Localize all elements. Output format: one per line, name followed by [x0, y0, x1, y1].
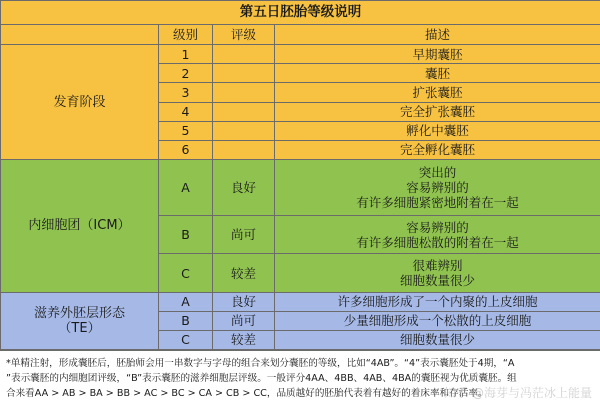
dev-level-cell: 5	[159, 121, 213, 140]
te-description-cell: 少量细胞形成一个松散的上皮细胞	[275, 311, 600, 330]
dev-level-cell: 6	[159, 140, 213, 159]
dev-level-cell: 1	[159, 45, 213, 64]
icm-rating-cell: 较差	[213, 254, 275, 292]
dev-description-cell: 早期囊胚	[275, 45, 600, 64]
icm-description-cell: 很难辨别 细胞数量很少	[275, 254, 600, 292]
dev-description-cell: 完全孵化囊胚	[275, 140, 600, 159]
footnote-line: *单精注射，形成囊胚后，胚胎师会用一串数字与字母的组合来划分囊胚的等级，比如“4AB”。“4”表示囊胚处于4期，“A	[6, 358, 515, 369]
dev-rating-cell	[213, 121, 275, 140]
dev-description-cell: 孵化中囊胚	[275, 121, 600, 140]
watermark: 知乎 @海芽与冯茫冰上能量	[444, 386, 592, 400]
header-rating: 评级	[213, 25, 275, 45]
icm-label: 内细胞团（ICM）	[1, 159, 159, 292]
dev-rating-cell	[213, 102, 275, 121]
dev-rating-cell	[213, 64, 275, 83]
dev-level-cell: 2	[159, 64, 213, 83]
icm-description-cell: 突出的 容易辨别的 有许多细胞紧密地附着在一起	[275, 159, 600, 215]
icm-rating-cell: 尚可	[213, 216, 275, 254]
dev-description-cell: 完全扩张囊胚	[275, 102, 600, 121]
table-title: 第五日胚胎等级说明	[1, 1, 600, 25]
te-description-cell: 许多细胞形成了一个内聚的上皮细胞	[275, 292, 600, 311]
te-description-cell: 细胞数量很少	[275, 330, 600, 349]
footnote-line: 合来看AA > AB > BA > BB > AC > BC > CA > CB > CC，品质越好的胚胎代表着有越好的着床率和存活率。	[6, 388, 488, 399]
dev-rating-cell	[213, 45, 275, 64]
te-rating-cell: 良好	[213, 292, 275, 311]
te-rating-cell: 尚可	[213, 311, 275, 330]
header-empty	[1, 25, 159, 45]
header-description: 描述	[275, 25, 600, 45]
icm-description-cell: 容易辨别的 有许多细胞松散的附着在一起	[275, 216, 600, 254]
te-label: 滋养外胚层形态 （TE）	[1, 292, 159, 349]
dev-description-cell: 囊胚	[275, 64, 600, 83]
dev-level-cell: 3	[159, 83, 213, 102]
icm-level-cell: C	[159, 254, 213, 292]
development-stage-label: 发育阶段	[1, 45, 159, 160]
dev-description-cell: 扩张囊胚	[275, 83, 600, 102]
footnote-line: ”表示囊胚的内细胞团评级，“B”表示囊胚的滋养细胞层评级。一般评分4AA、4BB、4AB、4BA的囊胚视为优质囊胚。组	[6, 373, 517, 384]
dev-level-cell: 4	[159, 102, 213, 121]
te-level-cell: C	[159, 330, 213, 349]
dev-rating-cell	[213, 83, 275, 102]
te-level-cell: B	[159, 311, 213, 330]
te-rating-cell: 较差	[213, 330, 275, 349]
dev-rating-cell	[213, 140, 275, 159]
icm-level-cell: B	[159, 216, 213, 254]
header-level: 级别	[159, 25, 213, 45]
icm-rating-cell: 良好	[213, 159, 275, 215]
icm-level-cell: A	[159, 159, 213, 215]
te-level-cell: A	[159, 292, 213, 311]
